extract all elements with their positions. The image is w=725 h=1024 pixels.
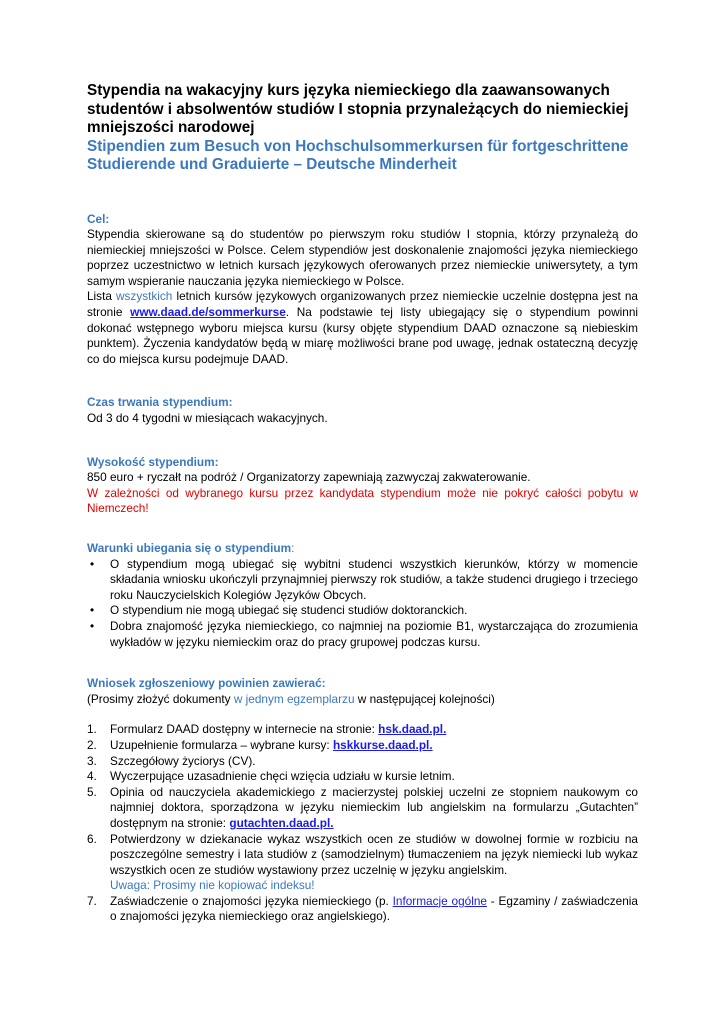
cel-p2-text-a: Lista <box>87 289 116 304</box>
item-text: Formularz DAAD dostępny w internecie na stronie: <box>110 722 379 737</box>
item-text: Wyczerpujące uzasadnienie chęci wzięcia udziału w kursie letnim. <box>110 769 455 784</box>
cel-paragraph-1: Stypendia skierowane są do studentów po pierwszym roku studiów I stopnia, którzy przynależą do niemieckiej mniejszości w Polsce. Celem stypendiów jest doskonalenie znajomości języka niemieckiego poprzez uczestnictwo w letnich kursach językowych oferowanych przez niemieckie uniwersytety, a tym samym wspieranie nauczania języka niemieckiego w Polsce. <box>87 227 638 288</box>
item-text: Potwierdzony w dziekanacie wykaz wszystkich ocen ze studiów w dowolnej formie w rozbiciu na poszczególne semestry i lata studiów z (samodzielnym) tłumaczeniem na język niemiecki lub wykaz wszystkich ocen ze studiów wystawiony przez uczelnię w języku angielskim. <box>110 831 638 877</box>
section-czas <box>87 395 638 426</box>
warunki-heading <box>87 541 638 557</box>
item-number: 3. <box>87 753 97 768</box>
item-number: 5. <box>87 784 97 799</box>
czas-text: Od 3 do 4 tygodni w miesiącach wakacyjnych. <box>87 411 328 426</box>
sommerkurse-link[interactable]: www.daad.de/sommerkurse <box>130 305 286 320</box>
cel-p2-text-b: letnich kursów językowych organizowanych przez niemieckie uczelnie dostępna jest na stronie <box>87 289 638 320</box>
warunki-item-text: O stypendium nie mogą ubiegać się studenci studiów doktoranckich. <box>110 603 468 618</box>
bullet-icon: • <box>90 618 95 633</box>
bullet-icon: • <box>90 556 95 571</box>
warunki-item-text: O stypendium mogą ubiegać się wybitni studenci wszystkich kierunków, którzy w momencie składania wniosku ukończyli przynajmniej pierwszy rok studiów, a także studenci drugiego i trzeciego roku Nauczycielskich Kolegiów Języków Obcych. <box>110 556 638 602</box>
item-note: Uwaga: Prosimy nie kopiować indeksu! <box>110 878 315 893</box>
list-item <box>87 785 638 832</box>
cel-paragraph-2 <box>87 289 638 367</box>
item-text: Zaświadczenie o znajomości języka niemieckiego (p. <box>110 893 393 908</box>
cel-p2-text-c: . Na podstawie tej listy ubiegający się o stypendium powinni dokonać wstępnego wyboru miejsca kursu (kursy objęte stypendium DAAD oznaczone są niebieskim punktem). Życzenia kandydatów będą w miarę możliwości brane pod uwagę, jednak ostateczną decyzję co do miejsca kursu podejmuje DAAD. <box>87 305 638 366</box>
list-item <box>87 722 638 738</box>
gutachten-link[interactable]: gutachten.daad.pl. <box>229 815 334 830</box>
wniosek-list <box>87 722 638 925</box>
list-item <box>87 832 638 894</box>
item-text: Uzupełnienie formularza – wybrane kursy: <box>110 737 333 752</box>
item-number: 2. <box>87 737 97 752</box>
item-number: 7. <box>87 893 97 908</box>
list-item <box>87 603 638 619</box>
list-item <box>87 769 638 785</box>
section-wniosek <box>87 676 638 925</box>
wniosek-intro-b: w następującej kolejności) <box>354 691 495 706</box>
wysokosc-heading: Wysokość stypendium: <box>87 454 219 469</box>
list-item <box>87 738 638 754</box>
warunki-colon: : <box>291 541 295 555</box>
wysokosc-warning: W zależności od wybranego kursu przez kandydata stypendium może nie pokryć całości pobytu w Niemczech! <box>87 485 638 516</box>
list-item <box>87 619 638 650</box>
warunki-item-text: Dobra znajomość języka niemieckiego, co najmniej na poziomie B1, wystarczająca do zrozumienia wykładów w języku niemieckim oraz do pracy grupowej podczas kursu. <box>110 618 638 649</box>
cel-heading: Cel: <box>87 211 110 226</box>
list-item <box>87 754 638 770</box>
hsk-link[interactable]: hsk.daad.pl. <box>378 722 447 737</box>
wniosek-heading: Wniosek zgłoszeniowy powinien zawierać: <box>87 676 326 691</box>
section-cel <box>87 212 638 368</box>
title-polish: Stypendia na wakacyjny kurs języka niemieckiego dla zaawansowanych studentów i absolwentów studiów I stopnia przynależących do niemieckiej mniejszości narodowej <box>87 82 629 136</box>
item-number: 1. <box>87 722 97 737</box>
wniosek-intro <box>87 692 638 708</box>
list-item <box>87 894 638 925</box>
wniosek-intro-a: (Prosimy złożyć dokumenty <box>87 691 234 706</box>
cel-p2-blue: wszystkich <box>116 289 173 304</box>
bullet-icon: • <box>90 603 95 618</box>
warunki-heading-text: Warunki ubiegania się o stypendium <box>87 541 292 555</box>
wysokosc-text: 850 euro + ryczałt na podróż / Organizatorzy zapewniają zazwyczaj zakwaterowanie. <box>87 470 531 485</box>
section-warunki <box>87 541 638 650</box>
wniosek-intro-blue: w jednym egzemplarzu <box>233 691 355 706</box>
czas-heading: Czas trwania stypendium: <box>87 395 233 410</box>
item-text: Opinia od nauczyciela akademickiego z macierzystej polskiej uczelni ze stopniem naukowym co najmniej doktora, sporządzona w języku niemieckim lub angielskim na formularzu „Gutachten” dostępnym na stronie: <box>110 784 638 830</box>
item-number: 4. <box>87 769 97 784</box>
item-text: Szczegółowy życiorys (CV). <box>110 753 256 768</box>
section-wysokosc <box>87 455 638 517</box>
warunki-list <box>87 557 638 651</box>
item-text-b: - Egzaminy / zaświadczenia o znajomości języka niemieckiego oraz angielskiego). <box>110 893 638 924</box>
informacje-ogolne-link[interactable]: Informacje ogólne <box>392 893 487 908</box>
hskkurse-link[interactable]: hskkurse.daad.pl. <box>332 737 433 752</box>
title-german: Stipendien zum Besuch von Hochschulsommerkursen für fortgeschrittene Studierende und Graduierte – Deutsche Minderheit <box>87 137 629 173</box>
list-item <box>87 557 638 604</box>
item-number: 6. <box>87 831 97 846</box>
